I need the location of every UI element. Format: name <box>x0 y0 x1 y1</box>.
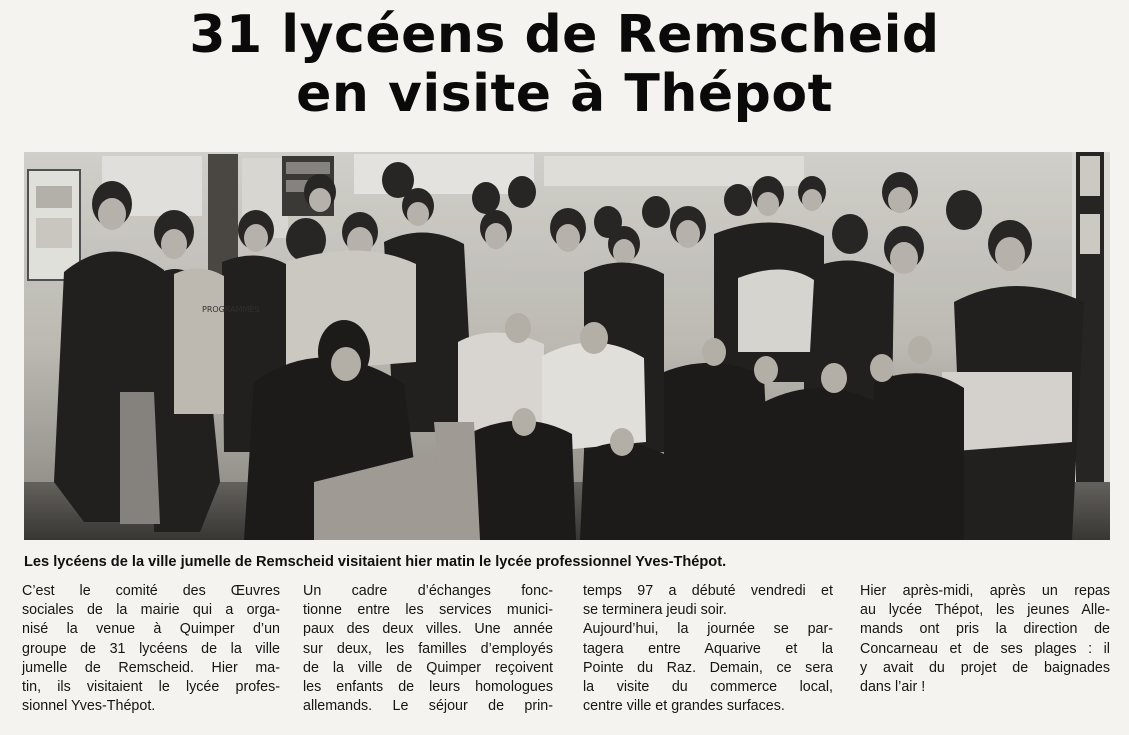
text-line: jumelle de Remscheid. Hier ma- <box>22 659 280 676</box>
text-line: au lycée Thépot, les jeunes Alle- <box>860 602 1110 619</box>
text-line: temps 97 a débuté vendredi et <box>583 583 833 599</box>
text-line: Hier après-midi, après un repas <box>860 583 1110 599</box>
text-line: dans l’air ! <box>860 679 926 696</box>
text-line: Un cadre d’échanges fonc- <box>303 583 553 599</box>
text-line: allemands. Le séjour de prin- <box>303 698 553 715</box>
headline <box>0 6 1129 124</box>
text-line: tionne entre les services munici- <box>303 602 553 619</box>
photo-caption: Les lycéens de la ville jumelle de Remscheid visitaient hier matin le lycée professionnel Yves-Thépot. <box>24 554 727 570</box>
text-line: tagera entre Aquarive et la <box>583 640 833 657</box>
headline-line-2: en visite à Thépot <box>296 64 833 124</box>
text-line: C’est le comité des Œuvres <box>22 583 280 599</box>
text-line: sociales de la mairie qui a orga- <box>22 602 280 619</box>
article-column-3 <box>583 582 833 716</box>
group-photo <box>24 152 1110 540</box>
text-line: se terminera jeudi soir. <box>583 602 727 619</box>
text-line: sur deux, les familles d’employés <box>303 640 553 657</box>
text-line: sionnel Yves-Thépot. <box>22 698 156 715</box>
text-line: les enfants de leurs homologues <box>303 679 553 696</box>
text-line: la visite du commerce local, <box>583 679 833 696</box>
text-line: nisé la venue à Quimper d’un <box>22 621 280 638</box>
text-line: Pointe du Raz. Demain, ce sera <box>583 659 833 676</box>
article-column-4 <box>860 582 1110 697</box>
text-line: Concarneau et de ses plages : il <box>860 640 1110 657</box>
sweater-lettering: PROGRAMMES <box>202 305 260 314</box>
headline-line-1: 31 lycéens de Remscheid <box>189 5 940 65</box>
text-line: mands ont pris la direction de <box>860 621 1110 638</box>
text-line: de la ville de Quimper reçoivent <box>303 659 553 676</box>
text-line: paux des deux villes. Une année <box>303 621 553 638</box>
text-line: tin, ils visitaient le lycée profes- <box>22 679 280 696</box>
text-line: centre ville et grandes surfaces. <box>583 698 785 715</box>
text-line: groupe de 31 lycéens de la ville <box>22 640 280 657</box>
article-column-2 <box>303 582 553 716</box>
text-line: y avait du projet de baignades <box>860 659 1110 676</box>
article-column-1 <box>22 582 280 716</box>
text-line: Aujourd’hui, la journée se par- <box>583 621 833 638</box>
